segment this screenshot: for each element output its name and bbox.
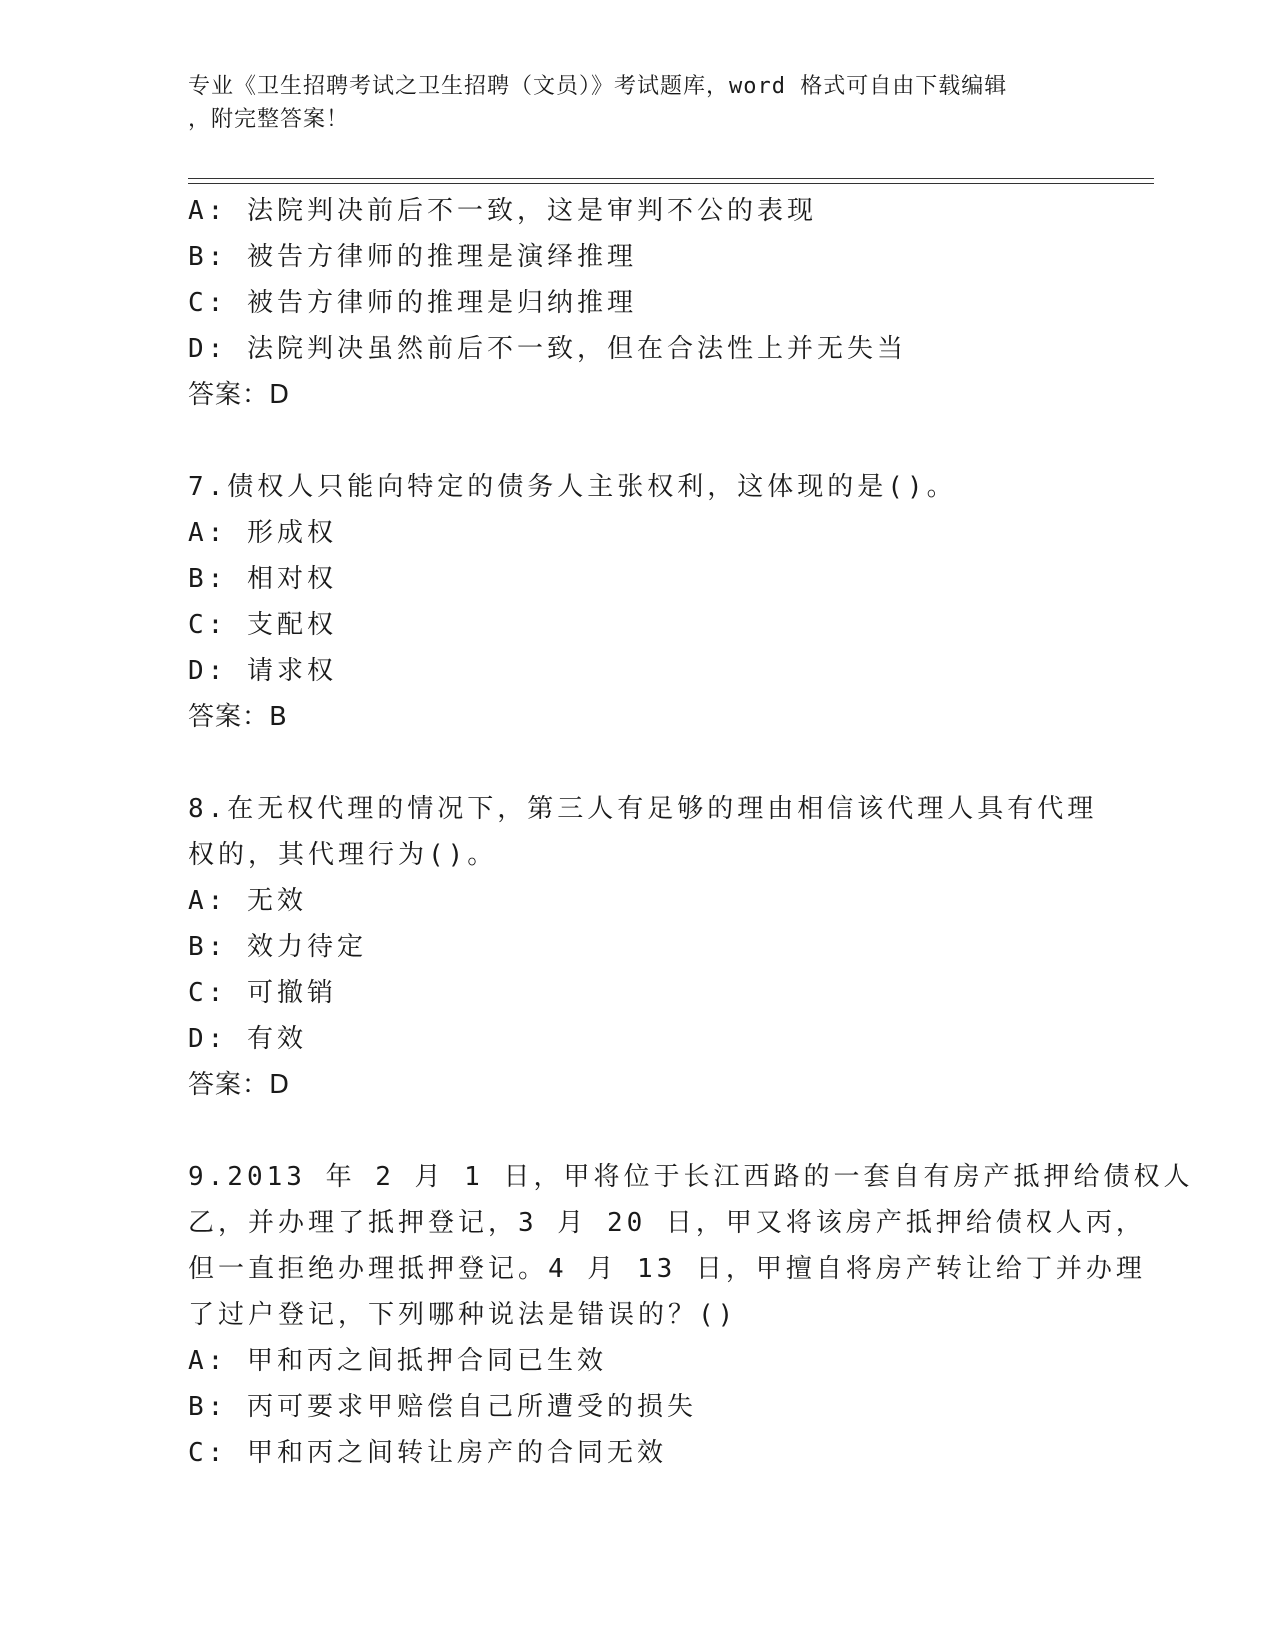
option-b: B: 丙可要求甲赔偿自己所遭受的损失 (188, 1392, 697, 1422)
answer: 答案：D (188, 1070, 291, 1100)
option-b: B: 被告方律师的推理是演绎推理 (188, 242, 637, 272)
option-d: D: 请求权 (188, 656, 337, 686)
question-text-line-2: 乙，并办理了抵押登记，3 月 20 日，甲又将该房产抵押给债权人丙， (188, 1208, 1146, 1238)
option-d: D: 有效 (188, 1024, 307, 1054)
option-c: C: 甲和丙之间转让房产的合同无效 (188, 1438, 667, 1468)
option-c: C: 支配权 (188, 610, 337, 640)
option-b: B: 相对权 (188, 564, 337, 594)
question-text-line-1: 9.2013 年 2 月 1 日，甲将位于长江西路的一套自有房产抵押给债权人 (188, 1162, 1194, 1192)
option-c: C: 被告方律师的推理是归纳推理 (188, 288, 637, 318)
document-header (188, 70, 1068, 136)
spacer (188, 1108, 1088, 1154)
spacer (188, 418, 1088, 464)
header-line-2: ，附完整答案！ (188, 107, 350, 132)
header-line-1: 专业《卫生招聘考试之卫生招聘（文员）》考试题库，word 格式可自由下载编辑 (188, 74, 1008, 99)
question-text-line-4: 了过户登记，下列哪种说法是错误的？() (188, 1300, 738, 1330)
option-b: B: 效力待定 (188, 932, 367, 962)
question-8 (188, 786, 1098, 1108)
header-divider-top (188, 178, 1154, 179)
answer: 答案：B (188, 702, 288, 732)
option-c: C: 可撤销 (188, 978, 337, 1008)
spacer (188, 740, 1088, 786)
question-text-line-1: 8.在无权代理的情况下，第三人有足够的理由相信该代理人具有代理 (188, 794, 1098, 824)
question-text-line-3: 但一直拒绝办理抵押登记。4 月 13 日，甲擅自将房产转让给丁并办理 (188, 1254, 1146, 1284)
question-list (188, 188, 1194, 1476)
option-d: D: 法院判决虽然前后不一致，但在合法性上并无失当 (188, 334, 907, 364)
header-divider-bottom (188, 183, 1154, 184)
question-text: 7.债权人只能向特定的债务人主张权利，这体现的是()。 (188, 472, 957, 502)
question-9 (188, 1154, 1194, 1476)
option-a: A: 法院判决前后不一致，这是审判不公的表现 (188, 196, 817, 226)
question-7 (188, 464, 1088, 740)
option-a: A: 甲和丙之间抵押合同已生效 (188, 1346, 607, 1376)
option-a: A: 无效 (188, 886, 307, 916)
option-a: A: 形成权 (188, 518, 337, 548)
answer: 答案：D (188, 380, 291, 410)
question-6 (188, 188, 1088, 418)
question-text-line-2: 权的，其代理行为()。 (188, 840, 498, 870)
